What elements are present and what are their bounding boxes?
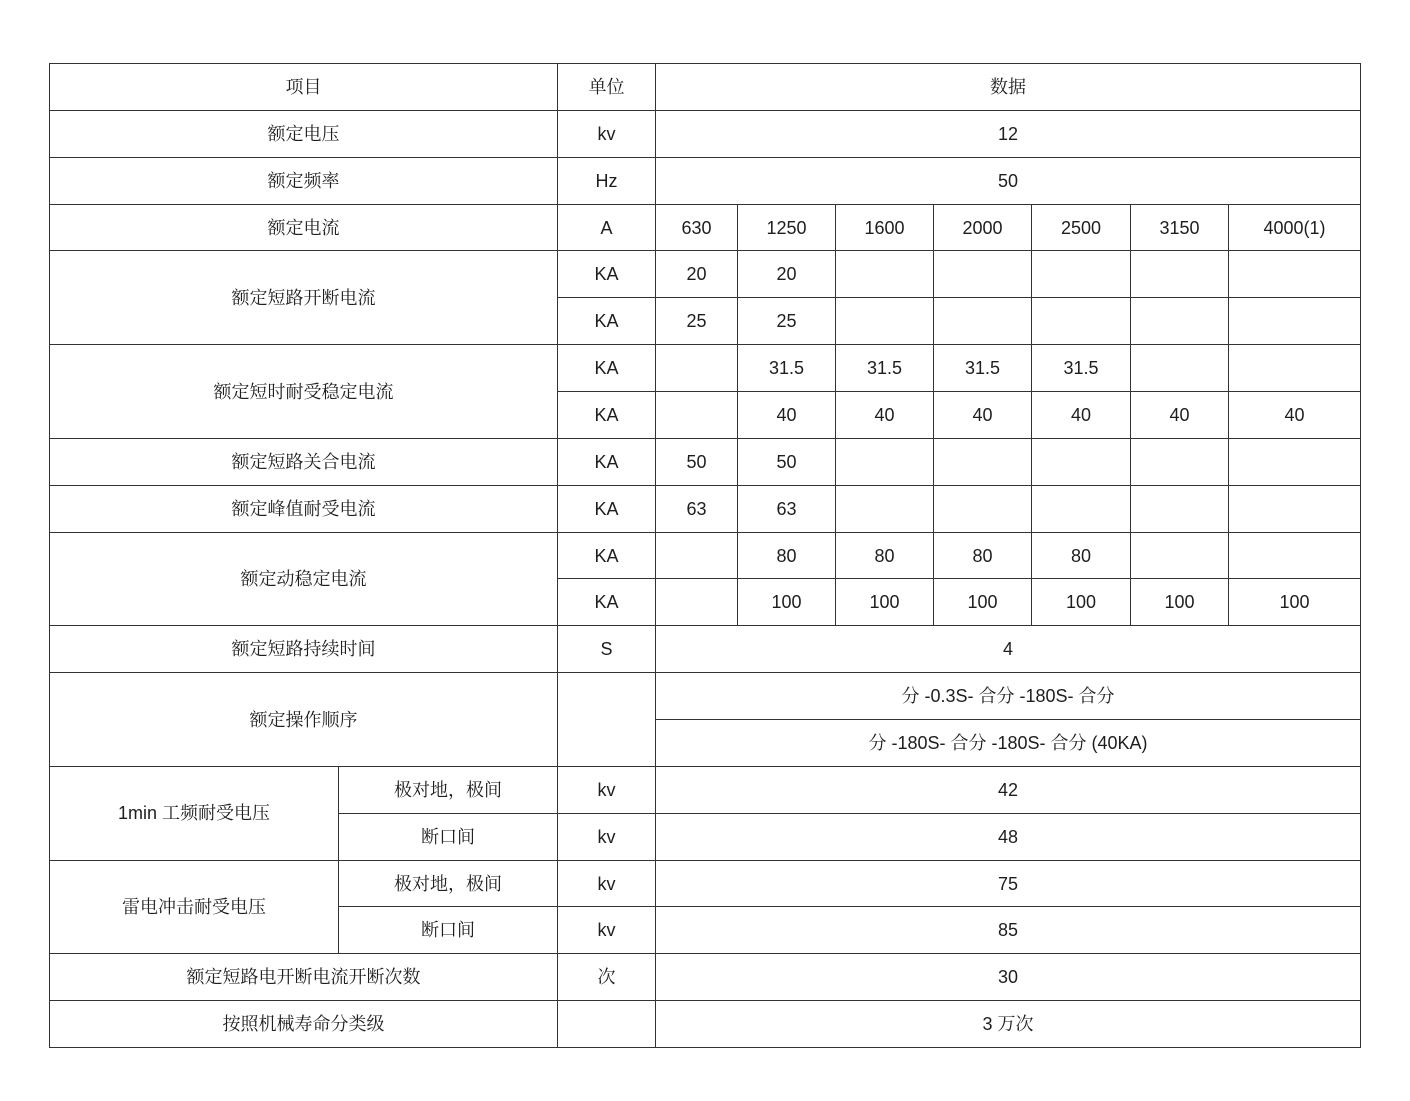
value-cell: 2500 xyxy=(1032,204,1131,251)
item-cell: 雷电冲击耐受电压 xyxy=(50,860,339,954)
unit-cell xyxy=(558,673,656,767)
value-cell: 12 xyxy=(656,110,1361,157)
unit-cell: 次 xyxy=(558,954,656,1001)
value-cell: 2000 xyxy=(934,204,1032,251)
unit-cell: KA xyxy=(558,532,656,579)
sub-item-cell: 断口间 xyxy=(339,813,558,860)
sub-item-cell: 极对地，极间 xyxy=(339,766,558,813)
value-cell: 31.5 xyxy=(934,345,1032,392)
value-cell: 80 xyxy=(934,532,1032,579)
table-row xyxy=(50,673,1361,720)
item-cell: 按照机械寿命分类级 xyxy=(50,1001,558,1048)
value-cell: 63 xyxy=(738,485,836,532)
value-cell xyxy=(934,298,1032,345)
value-cell xyxy=(1229,485,1361,532)
value-cell: 1600 xyxy=(836,204,934,251)
value-cell: 50 xyxy=(656,157,1361,204)
value-cell: 80 xyxy=(1032,532,1131,579)
value-cell xyxy=(1131,438,1229,485)
value-cell xyxy=(656,345,738,392)
header-data: 数据 xyxy=(656,64,1361,111)
item-cell: 额定频率 xyxy=(50,157,558,204)
unit-cell: KA xyxy=(558,485,656,532)
value-cell: 630 xyxy=(656,204,738,251)
value-cell xyxy=(1032,251,1131,298)
unit-cell: KA xyxy=(558,579,656,626)
table-row xyxy=(50,954,1361,1001)
value-cell: 40 xyxy=(1131,392,1229,439)
unit-cell: KA xyxy=(558,251,656,298)
item-cell: 额定短时耐受稳定电流 xyxy=(50,345,558,439)
value-cell xyxy=(1131,251,1229,298)
value-cell: 4 xyxy=(656,626,1361,673)
value-cell: 40 xyxy=(738,392,836,439)
value-cell: 100 xyxy=(1229,579,1361,626)
value-cell: 100 xyxy=(836,579,934,626)
table-row xyxy=(50,438,1361,485)
value-cell: 85 xyxy=(656,907,1361,954)
value-cell: 100 xyxy=(934,579,1032,626)
value-cell xyxy=(836,298,934,345)
value-cell xyxy=(1131,345,1229,392)
table-row xyxy=(50,532,1361,579)
value-cell: 3 万次 xyxy=(656,1001,1361,1048)
value-cell xyxy=(1229,438,1361,485)
value-cell: 50 xyxy=(738,438,836,485)
table-row xyxy=(50,485,1361,532)
table-row xyxy=(50,766,1361,813)
unit-cell: Hz xyxy=(558,157,656,204)
unit-cell: KA xyxy=(558,298,656,345)
spec-table xyxy=(49,63,1361,1048)
value-cell: 25 xyxy=(738,298,836,345)
table-row xyxy=(50,251,1361,298)
value-cell: 40 xyxy=(1032,392,1131,439)
value-cell: 31.5 xyxy=(836,345,934,392)
value-cell: 100 xyxy=(738,579,836,626)
value-cell xyxy=(1032,485,1131,532)
value-cell: 4000(1) xyxy=(1229,204,1361,251)
unit-cell: kv xyxy=(558,907,656,954)
value-cell: 100 xyxy=(1032,579,1131,626)
value-cell: 20 xyxy=(656,251,738,298)
item-cell: 额定峰值耐受电流 xyxy=(50,485,558,532)
item-cell: 额定短路关合电流 xyxy=(50,438,558,485)
value-cell: 40 xyxy=(1229,392,1361,439)
value-cell: 分 -0.3S- 合分 -180S- 合分 xyxy=(656,673,1361,720)
item-cell: 额定操作顺序 xyxy=(50,673,558,767)
value-cell: 42 xyxy=(656,766,1361,813)
value-cell xyxy=(1229,532,1361,579)
value-cell: 40 xyxy=(934,392,1032,439)
unit-cell: kv xyxy=(558,766,656,813)
value-cell xyxy=(1032,298,1131,345)
value-cell xyxy=(656,579,738,626)
value-cell: 1250 xyxy=(738,204,836,251)
value-cell xyxy=(836,251,934,298)
value-cell xyxy=(836,438,934,485)
item-cell: 额定短路开断电流 xyxy=(50,251,558,345)
header-row xyxy=(50,64,1361,111)
item-cell: 1min 工频耐受电压 xyxy=(50,766,339,860)
unit-cell: KA xyxy=(558,345,656,392)
value-cell: 20 xyxy=(738,251,836,298)
value-cell: 80 xyxy=(738,532,836,579)
table-row xyxy=(50,157,1361,204)
sub-item-cell: 断口间 xyxy=(339,907,558,954)
item-cell: 额定短路电开断电流开断次数 xyxy=(50,954,558,1001)
header-item: 项目 xyxy=(50,64,558,111)
unit-cell: kv xyxy=(558,860,656,907)
table-row xyxy=(50,626,1361,673)
item-cell: 额定动稳定电流 xyxy=(50,532,558,626)
unit-cell xyxy=(558,1001,656,1048)
value-cell xyxy=(934,251,1032,298)
item-cell: 额定电流 xyxy=(50,204,558,251)
value-cell: 31.5 xyxy=(1032,345,1131,392)
value-cell xyxy=(656,532,738,579)
value-cell: 80 xyxy=(836,532,934,579)
value-cell: 48 xyxy=(656,813,1361,860)
value-cell xyxy=(1131,298,1229,345)
table-row xyxy=(50,110,1361,157)
value-cell xyxy=(1131,485,1229,532)
value-cell: 分 -180S- 合分 -180S- 合分 (40KA) xyxy=(656,720,1361,767)
value-cell: 50 xyxy=(656,438,738,485)
value-cell: 100 xyxy=(1131,579,1229,626)
sub-item-cell: 极对地，极间 xyxy=(339,860,558,907)
value-cell: 63 xyxy=(656,485,738,532)
header-unit: 单位 xyxy=(558,64,656,111)
value-cell: 31.5 xyxy=(738,345,836,392)
value-cell xyxy=(1229,251,1361,298)
value-cell: 40 xyxy=(836,392,934,439)
value-cell: 3150 xyxy=(1131,204,1229,251)
unit-cell: kv xyxy=(558,813,656,860)
value-cell xyxy=(1229,298,1361,345)
unit-cell: S xyxy=(558,626,656,673)
value-cell xyxy=(1131,532,1229,579)
value-cell xyxy=(934,438,1032,485)
table-row xyxy=(50,860,1361,907)
table-row xyxy=(50,345,1361,392)
table-row xyxy=(50,204,1361,251)
unit-cell: kv xyxy=(558,110,656,157)
item-cell: 额定电压 xyxy=(50,110,558,157)
item-cell: 额定短路持续时间 xyxy=(50,626,558,673)
value-cell xyxy=(836,485,934,532)
unit-cell: A xyxy=(558,204,656,251)
value-cell xyxy=(1229,345,1361,392)
unit-cell: KA xyxy=(558,438,656,485)
value-cell: 30 xyxy=(656,954,1361,1001)
unit-cell: KA xyxy=(558,392,656,439)
value-cell: 75 xyxy=(656,860,1361,907)
value-cell xyxy=(656,392,738,439)
value-cell xyxy=(1032,438,1131,485)
value-cell: 25 xyxy=(656,298,738,345)
table-row xyxy=(50,1001,1361,1048)
value-cell xyxy=(934,485,1032,532)
